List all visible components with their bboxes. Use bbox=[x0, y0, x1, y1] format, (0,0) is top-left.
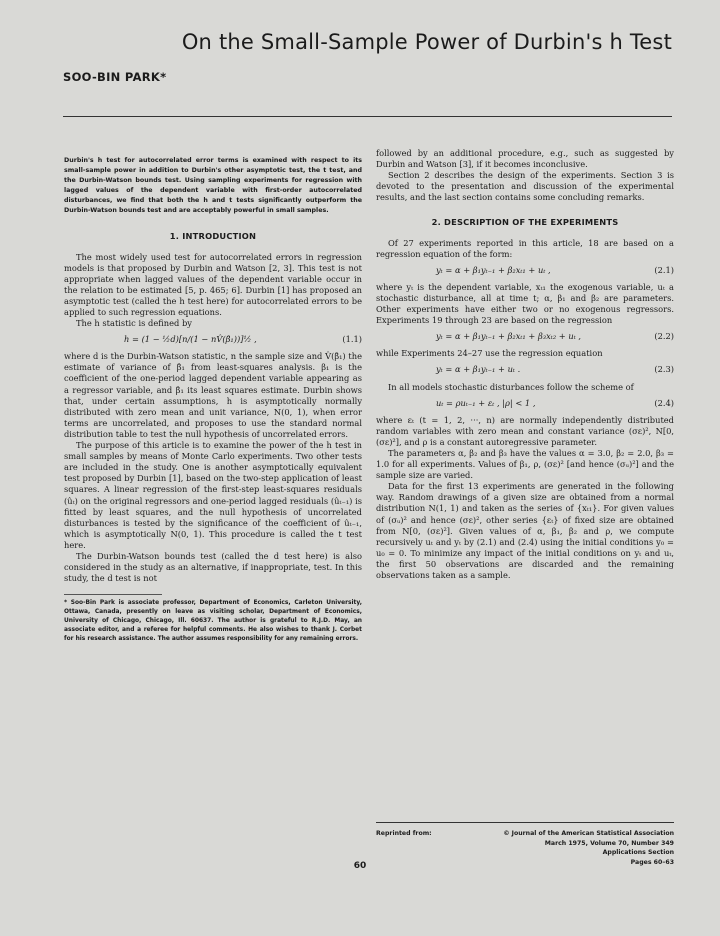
equation-number: (2.3) bbox=[654, 364, 674, 375]
paragraph: The Durbin-Watson bounds test (called the d test here) is also considered in the study as an alternative, if inappropriate, test. In this study, the d test is not bbox=[64, 550, 362, 584]
equation-number: (2.2) bbox=[654, 331, 674, 342]
equation-body: yₜ = α + β₁yₜ₋₁ + β₂xₜ₁ + β₃xₜ₂ + uₜ , bbox=[436, 331, 582, 342]
equation-2-3 bbox=[376, 364, 674, 375]
reprint-source-line: Pages 60–63 bbox=[630, 858, 674, 866]
abstract: Durbin's h test for autocorrelated error terms is examined with respect to its small-sample power in addition to Durbin's other asymptotic test, the t test, and the Durbin-Watson bounds test. Using sampling experiments for regression with lagged values of the dependent variable with first-order autocorrelated disturbances, we find that both the h and t tests significantly outperform the Durbin-Watson bounds test and are acceptably powerful in small samples. bbox=[64, 157, 362, 214]
equation-body: yₜ = α + β₁yₜ₋₁ + β₂xₜ₁ + uₜ , bbox=[436, 264, 551, 275]
paragraph: followed by an additional procedure, e.g., such as suggested by Durbin and Watson [3], if it becomes inconclusive. bbox=[376, 148, 674, 170]
equation-1-1 bbox=[64, 334, 362, 345]
paragraph: where εₜ (t = 1, 2, ···, n) are normally independently distributed random variables with zero mean and constant variance (σε)², N[0, (σε)²], and ρ is a constant autoregressive parameter. bbox=[376, 414, 674, 447]
paragraph: Of 27 experiments reported in this article, 18 are based on a regression equation of the form: bbox=[376, 237, 674, 259]
equation-body: uₜ = ρuₜ₋₁ + εₜ , |ρ| < 1 , bbox=[436, 397, 536, 408]
equation-number: (1.1) bbox=[342, 334, 362, 345]
paragraph: The most widely used test for autocorrelated errors in regression models is that proposed by Durbin and Watson [2, 3]. This test is not appropriate when lagged values of the dependent variable occur in the relation to be estimated [5, p. 465; 6]. Durbin [1] has proposed an asymptotic test (called the h test here) for autocorrelated errors to be applied to such regression equations. bbox=[64, 251, 362, 317]
left-column bbox=[64, 148, 362, 644]
reprint-source-line: Applications Section bbox=[602, 849, 674, 857]
paragraph: The purpose of this article is to examine the power of the h test in small samples by means of Monte Carlo experiments. Two other tests are included in the study. One is another asymptotically equivalent test proposed by Durbin [1], based on the two-step application of least squares. A linear regression of the first-step least-squares residuals (ûₜ) on the original regressors and one-period lagged residuals (ûₜ₋₁) is fitted by least squares, and the null hypothesis of uncorrelated disturbances is tested by the significance of the coefficient of ûₜ₋₁, which is asymptotically N(0, 1). This procedure is called the t test here. bbox=[64, 440, 362, 550]
equation-number: (2.4) bbox=[654, 397, 674, 408]
footnote: * Soo-Bin Park is associate professor, Department of Economics, Carleton University, Ottawa, Canada, presently on leave as visiting scholar, Department of Economics, University of Chicago, Chicago, Ill. 60637. The author is grateful to R.J.D. May, an associate editor, and a referee for helpful comments. He also wishes to thank J. Corbet for his research assistance. The author assumes responsibility for any remaining errors. bbox=[64, 600, 362, 642]
equation-2-2 bbox=[376, 331, 674, 342]
paragraph: Data for the first 13 experiments are generated in the following way. Random drawings of a given size are obtained from a normal distribution N(1, 1) and taken as the series of {xₜ₁}. For given values of (σᵤ)² and hence (σε)², other series {εₜ} of fixed size are obtained from N[0, (σε)²]. Given values of α, β₁, β₂ and ρ, we compute recursively uₜ and yₜ by (2.1) and (2.4) using the initial conditions y₀ = u₀ = 0. To minimize any impact of the initial conditions on yₜ and uₜ, the first 50 observations are discarded and the remaining observations taken as a sample. bbox=[376, 481, 674, 580]
reprint-label: Reprinted from: bbox=[376, 830, 432, 837]
equation-2-1 bbox=[376, 265, 674, 276]
paragraph: Section 2 describes the design of the experiments. Section 3 is devoted to the presentation and discussion of the experimental results, and the last section contains some concluding remarks. bbox=[376, 170, 674, 203]
paragraph: The h statistic is defined by bbox=[76, 318, 192, 329]
reprint-source-line: March 1975, Volume 70, Number 349 bbox=[544, 839, 674, 847]
paragraph: while Experiments 24–27 use the regression equation bbox=[376, 348, 603, 359]
page-number: 60 bbox=[353, 861, 367, 871]
equation-body: yₜ = α + β₁yₜ₋₁ + uₜ . bbox=[436, 364, 521, 375]
equation-2-4 bbox=[376, 398, 674, 409]
paragraph: where d is the Durbin-Watson statistic, n the sample size and V̂(β̂₁) the estimate of variance of β̂₁ from least-squares analysis. β₁ is the coefficient of the one-period lagged dependent variable appearing as a regressor variable, and β̂₁ its least squares estimate. Durbin shows that, under certain assumptions, h is asymptotically normally distributed with zero mean and unit variance, N(0, 1), when error terms are uncorrelated, and proposes to use the standard normal distribution table to test the null hypothesis of uncorrelated errors. bbox=[64, 351, 362, 439]
section-heading-introduction: 1. INTRODUCTION bbox=[169, 231, 257, 242]
paragraph: The parameters α, β₂ and β₃ have the values α = 3.0, β₂ = 2.0, β₃ = 1.0 for all experiments. Values of β₁, ρ, (σε)² [and hence (σᵤ)²] and the sample size are varied. bbox=[376, 447, 674, 481]
paragraph: where yₜ is the dependent variable, xₜ₁ the exogenous variable, uₜ a stochastic disturbance, all at time t; α, β₁ and β₂ are parameters. Other experiments have either two or no exogenous regressors. Experiments 19 through 23 are based on the regression bbox=[376, 281, 674, 326]
reprint-source-line: © Journal of the American Statistical Association bbox=[503, 830, 674, 837]
article-title: On the Small-Sample Power of Durbin's h Test bbox=[181, 30, 672, 54]
section-heading-experiments: 2. DESCRIPTION OF THE EXPERIMENTS bbox=[431, 217, 619, 228]
equation-number: (2.1) bbox=[654, 264, 674, 275]
title-rule bbox=[63, 116, 672, 117]
equation-body: h = (1 − ½d)[n/(1 − nV̂(β̂₁))]½ , bbox=[124, 334, 257, 345]
right-column bbox=[376, 148, 674, 581]
paragraph: In all models stochastic disturbances follow the scheme of bbox=[388, 381, 634, 392]
author-name: SOO-BIN PARK* bbox=[63, 70, 167, 84]
